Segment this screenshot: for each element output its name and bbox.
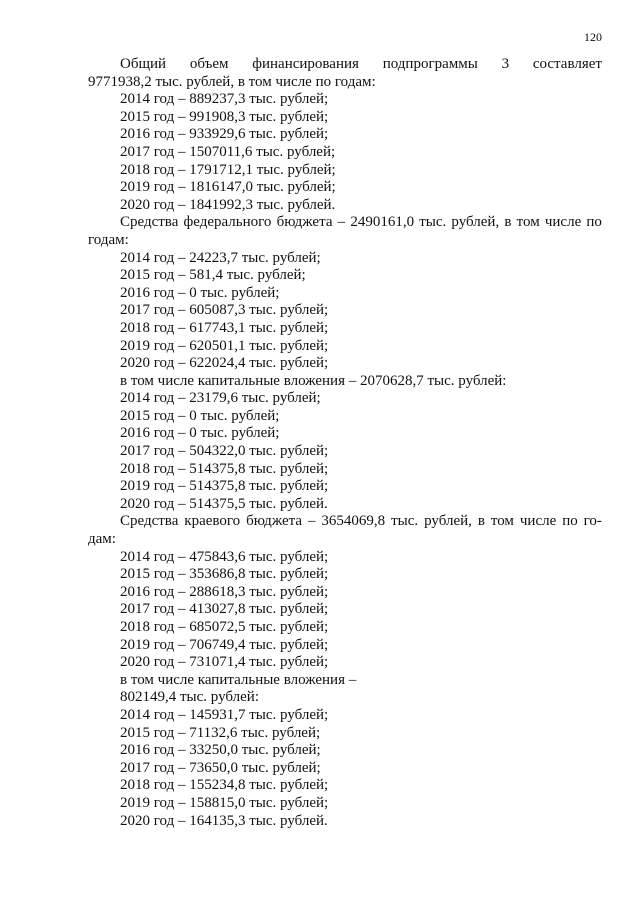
text-line: 2016 год – 0 тыс. рублей; <box>120 425 280 442</box>
word: рублей, <box>451 214 500 231</box>
word: 3 <box>501 56 510 72</box>
word: 2490161,0 <box>350 214 415 231</box>
paragraph-first-line <box>88 214 602 232</box>
text-line: 2017 год – 1507011,6 тыс. рублей; <box>120 143 336 160</box>
page-number: 120 <box>584 30 602 44</box>
word: в <box>504 214 512 231</box>
word: 3654069,8 <box>321 513 386 530</box>
text-line: 2016 год – 33250,0 тыс. рублей; <box>120 742 321 759</box>
word: финансирования <box>252 56 359 72</box>
text-line: 2017 год – 504322,0 тыс. рублей; <box>120 443 329 460</box>
text-line: в том числе капитальные вложения – 2070628,7 тыс. рублей: <box>120 372 507 389</box>
text-line: 2019 год – 620501,1 тыс. рублей; <box>120 337 329 354</box>
word: – <box>337 214 346 231</box>
word: бюджета <box>246 513 303 530</box>
word: подпрограммы <box>382 56 478 72</box>
word: федерального <box>183 214 272 231</box>
word: Общий <box>120 56 167 72</box>
text-line: 802149,4 тыс. рублей: <box>120 689 259 706</box>
text-line: 2020 год – 731071,4 тыс. рублей; <box>120 654 329 671</box>
text-line: 2015 год – 71132,6 тыс. рублей; <box>120 724 321 741</box>
word: числе <box>544 214 582 231</box>
word: в <box>477 513 485 530</box>
text-line: 2015 год – 581,4 тыс. рублей; <box>120 267 306 284</box>
text-line: 2018 год – 514375,8 тыс. рублей; <box>120 460 329 477</box>
word: по <box>562 513 578 530</box>
text-line: 2020 год – 514375,5 тыс. рублей. <box>120 495 328 512</box>
text-line: 2018 год – 1791712,1 тыс. рублей; <box>120 161 336 178</box>
text-line: 2019 год – 706749,4 тыс. рублей; <box>120 636 329 653</box>
word: том <box>516 214 540 231</box>
continuation-line: 9771938,2 тыс. рублей, в том числе по годам: <box>88 73 376 90</box>
continuation-line: дам: <box>88 531 116 548</box>
paragraph-first-line <box>88 56 602 74</box>
word: рублей, <box>424 513 472 530</box>
word: числе <box>519 513 557 530</box>
text-line: 2015 год – 353686,8 тыс. рублей; <box>120 566 329 583</box>
text-line: 2020 год – 164135,3 тыс. рублей. <box>120 812 328 829</box>
text-line: 2019 год – 158815,0 тыс. рублей; <box>120 794 329 811</box>
word: Средства <box>120 513 179 530</box>
document-body <box>88 56 602 830</box>
text-line: 2017 год – 605087,3 тыс. рублей; <box>120 302 329 319</box>
text-line: 2016 год – 933929,6 тыс. рублей; <box>120 126 329 143</box>
text-line: 2014 год – 889237,3 тыс. рублей; <box>120 91 329 108</box>
text-line: 2014 год – 24223,7 тыс. рублей; <box>120 249 321 266</box>
continuation-line: годам: <box>88 231 129 248</box>
word: краевого <box>184 513 241 530</box>
text-line: 2014 год – 23179,6 тыс. рублей; <box>120 390 321 407</box>
text-line: 2014 год – 145931,7 тыс. рублей; <box>120 706 329 723</box>
word: бюджета <box>276 214 333 231</box>
text-line: 2019 год – 514375,8 тыс. рублей; <box>120 478 329 495</box>
text-line: 2018 год – 685072,5 тыс. рублей; <box>120 619 329 635</box>
text-line: 2016 год – 288618,3 тыс. рублей; <box>120 583 329 600</box>
word: Средства <box>120 214 179 231</box>
text-line: 2020 год – 622024,4 тыс. рублей; <box>120 355 329 372</box>
paragraph-first-line <box>88 513 602 531</box>
word: тыс. <box>419 214 447 231</box>
word: составляет <box>532 56 602 72</box>
text-line: 2015 год – 991908,3 тыс. рублей; <box>120 108 329 125</box>
word: по <box>586 214 602 231</box>
text-line: 2017 год – 73650,0 тыс. рублей; <box>120 759 321 776</box>
text-line: 2018 год – 617743,1 тыс. рублей; <box>120 319 329 336</box>
text-line: 2018 год – 155234,8 тыс. рублей; <box>120 777 329 794</box>
text-line: 2014 год – 475843,6 тыс. рублей; <box>120 548 329 565</box>
text-line: в том числе капитальные вложения – <box>120 671 357 688</box>
text-line: 2015 год – 0 тыс. рублей; <box>120 407 280 424</box>
text-line: 2016 год – 0 тыс. рублей; <box>120 284 280 301</box>
text-line: 2017 год – 413027,8 тыс. рублей; <box>120 601 329 618</box>
word: – <box>307 513 316 530</box>
word: тыс. <box>391 513 419 530</box>
text-line: 2020 год – 1841992,3 тыс. рублей. <box>120 196 336 213</box>
word: объем <box>189 56 229 72</box>
word: том <box>490 513 514 530</box>
text-line: 2019 год – 1816147,0 тыс. рублей; <box>120 179 336 196</box>
word: го- <box>583 513 602 530</box>
